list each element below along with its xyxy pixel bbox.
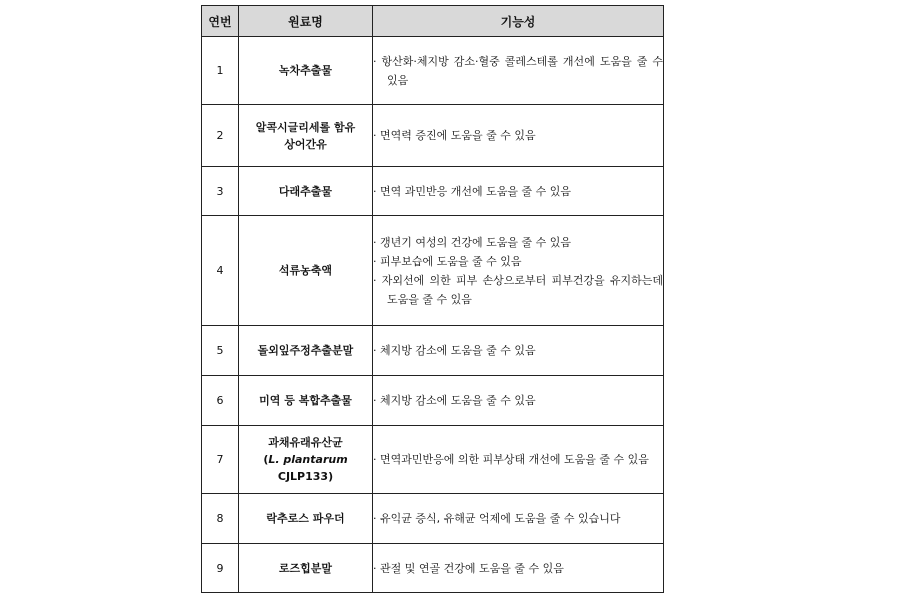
table-row — [202, 105, 664, 167]
function-cell — [373, 216, 664, 326]
ingredient-name-line: 과채유래유산균 — [268, 436, 343, 449]
table-row — [202, 37, 664, 105]
function-cell — [373, 494, 664, 544]
ingredient-name-line: 상어간유 — [284, 137, 327, 151]
header-no: 연번 — [202, 6, 239, 37]
function-line: · 체지방 감소에 도움을 줄 수 있음 — [373, 394, 536, 407]
ingredient-name — [239, 544, 373, 593]
function-cell — [373, 167, 664, 216]
functional-ingredients-table — [201, 5, 664, 593]
header-function: 기능성 — [373, 6, 664, 37]
ingredient-name — [239, 167, 373, 216]
ingredient-strain-line — [239, 451, 372, 485]
table-row — [202, 376, 664, 426]
ingredient-name-line: 미역 등 복합추출물 — [259, 394, 352, 407]
row-number: 3 — [202, 167, 239, 216]
function-cell — [373, 37, 664, 105]
table-row — [202, 216, 664, 326]
function-line: · 피부보습에 도움을 줄 수 있음 — [373, 254, 522, 268]
function-line: · 면역 과민반응 개선에 도움을 줄 수 있음 — [373, 184, 571, 198]
strain-code: CJLP133) — [277, 470, 334, 483]
ingredient-name-line: 돌외잎주정추출분말 — [257, 344, 354, 357]
row-number: 8 — [202, 494, 239, 544]
row-number: 7 — [202, 426, 239, 494]
function-cell — [373, 544, 664, 593]
row-number: 2 — [202, 105, 239, 167]
row-number: 1 — [202, 37, 239, 105]
function-line: · 항산화·체지방 감소·혈중 콜레스테롤 개선에 도움을 줄 수 있음 — [373, 54, 663, 87]
ingredient-name — [239, 494, 373, 544]
ingredient-name-line: 다래추출물 — [278, 184, 333, 198]
row-number: 6 — [202, 376, 239, 426]
table-row — [202, 326, 664, 376]
row-number: 9 — [202, 544, 239, 593]
ingredient-name — [239, 37, 373, 105]
ingredient-name — [239, 426, 373, 494]
table-row — [202, 167, 664, 216]
header-name: 원료명 — [239, 6, 373, 37]
ingredient-name — [239, 376, 373, 426]
row-number: 5 — [202, 326, 239, 376]
ingredient-name-line: 알콕시글리세롤 함유 — [255, 120, 356, 134]
table-row — [202, 494, 664, 544]
function-cell — [373, 105, 664, 167]
function-line: · 면역과민반응에 의한 피부상태 개선에 도움을 줄 수 있음 — [373, 453, 649, 466]
table-body — [202, 37, 664, 593]
strain-paren-open: ( — [263, 453, 269, 466]
function-cell — [373, 426, 664, 494]
ingredient-name-line: 로즈힙분말 — [278, 561, 333, 575]
ingredient-name-line: 녹차추출물 — [278, 64, 333, 77]
table-row — [202, 544, 664, 593]
row-number: 4 — [202, 216, 239, 326]
function-line: · 면역력 증진에 도움을 줄 수 있음 — [373, 129, 536, 142]
function-cell — [373, 376, 664, 426]
table-row — [202, 426, 664, 494]
ingredient-name-line: 락추로스 파우더 — [266, 512, 345, 525]
table-header — [202, 6, 664, 37]
function-line: · 유익균 증식, 유해균 억제에 도움을 줄 수 있습니다 — [373, 512, 621, 525]
ingredient-name — [239, 105, 373, 167]
function-line: · 체지방 감소에 도움을 줄 수 있음 — [373, 344, 536, 357]
ingredient-name-line: 석류농축액 — [278, 264, 333, 277]
ingredient-name — [239, 326, 373, 376]
header-row — [202, 6, 664, 37]
function-line: · 갱년기 여성의 건강에 도움을 줄 수 있음 — [373, 235, 571, 249]
strain-species: L. plantarum — [268, 453, 348, 466]
function-cell — [373, 326, 664, 376]
ingredient-name — [239, 216, 373, 326]
function-line: · 관절 및 연골 건강에 도움을 줄 수 있음 — [373, 561, 564, 575]
function-line: · 자외선에 의한 피부 손상으로부터 피부건강을 유지하는데 도움을 줄 수 있음 — [373, 273, 663, 306]
